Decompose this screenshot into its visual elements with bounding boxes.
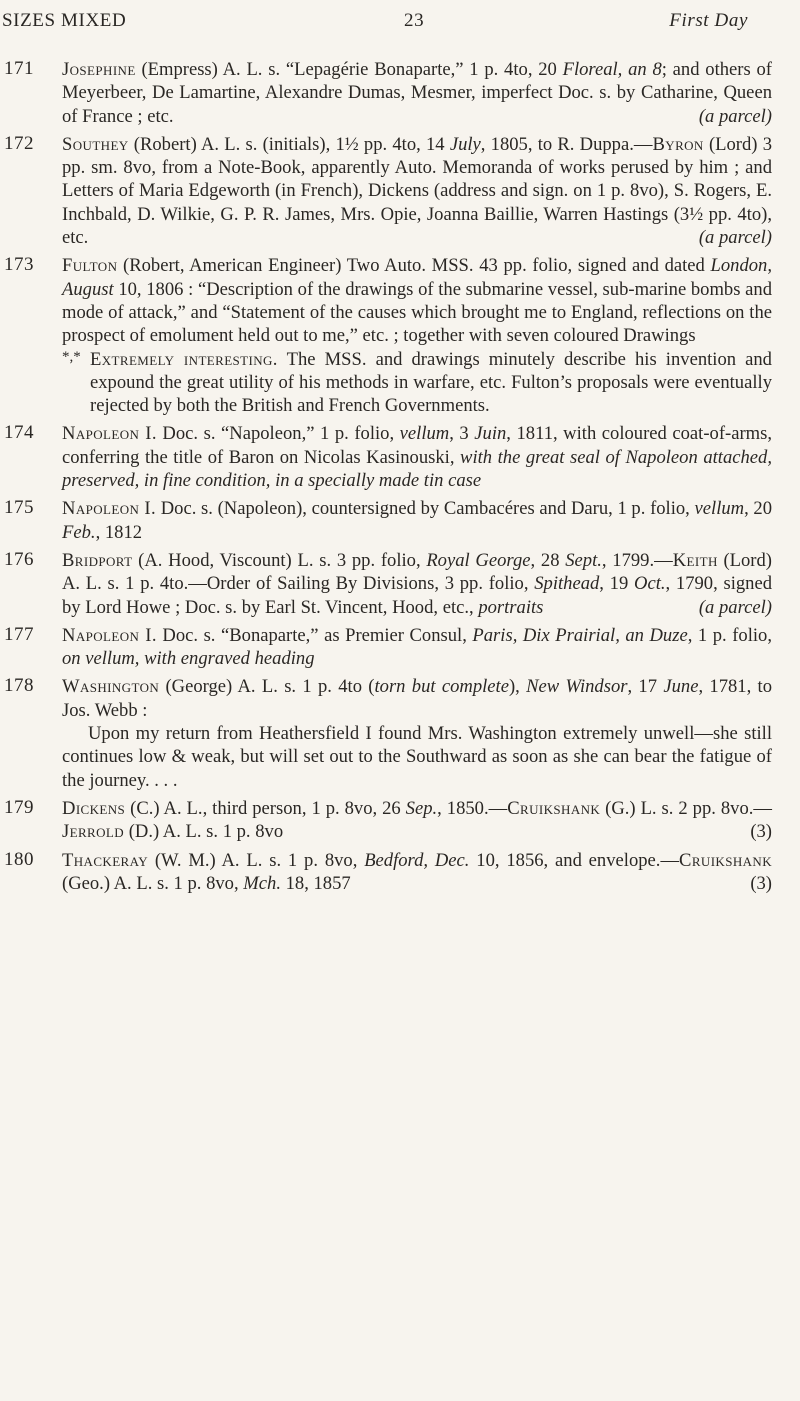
lot-italic: Feb.	[62, 521, 96, 543]
lot-italic: on vellum, with engraved heading	[62, 648, 315, 670]
lot-text: , 3	[449, 423, 475, 445]
lot-text: , 1805, to R. Duppa.—	[480, 133, 653, 155]
lot-author: Washington	[62, 676, 160, 698]
letter-quotation: Upon my return from Heathersfield I found Mrs. Washington extremely unwell—she still continues low & weak, but will set out to the Southward as soon as she can bear the fatigue of the journey. . . .	[62, 723, 772, 791]
lot-italic: Floreal, an 8	[562, 59, 662, 80]
lot-text: , 1812	[95, 521, 143, 543]
lot-entry	[0, 797, 800, 844]
note-text: The MSS. and drawings minutely describe his invention and expound the great utility of his methods in warfare, etc. Fulton’s proposals were eventually rejected by both the British and French Governments.	[90, 348, 772, 417]
lot-quantity-tag: (a parcel)	[698, 105, 772, 127]
lot-description	[62, 58, 772, 128]
lot-text: , 20	[744, 498, 773, 520]
lot-author: Thackeray	[62, 849, 148, 871]
lot-text: (G.) L. s. 2 pp. 8vo.—	[600, 797, 772, 819]
lot-description	[62, 675, 772, 791]
lot-description	[62, 549, 772, 619]
lot-text: (W. M.) A. L. s. 1 p. 8vo,	[148, 849, 365, 871]
page-number: 23	[404, 10, 425, 31]
lot-author: Napoleon I.	[62, 498, 157, 520]
lot-italic: vellum	[694, 498, 745, 520]
lot-text: (C.) A. L., third person, 1 p. 8vo, 26	[125, 797, 406, 819]
lot-note	[62, 348, 772, 418]
lot-quantity-tag: (3)	[750, 821, 772, 843]
lot-quantity-tag: (a parcel)	[698, 596, 772, 618]
lot-entry	[0, 624, 800, 671]
lot-text: Doc. s. “Napoleon,” 1 p. folio,	[156, 423, 400, 445]
lot-text: Doc. s. (Napoleon), countersigned by Cambacéres and Daru, 1 p. folio,	[156, 498, 695, 520]
lot-number: 174	[4, 422, 34, 444]
lot-italic: with the great seal of Napoleon attached, preserved, in fine condition, in a specially made tin case	[62, 446, 772, 492]
lot-author: Josephine	[62, 59, 136, 80]
lot-description	[62, 497, 772, 544]
lot-text: Doc. s. “Bonaparte,” as Premier Consul,	[156, 624, 473, 646]
lot-text: 10, 1806 : “Description of the drawings of the submarine vessel, sub-marine bombs and mode of attack,” and “Statement of the causes which brought me to England, reflections on the prospect of emolument held out to me,” etc. ; together with seven coloured Drawings	[62, 278, 772, 347]
lot-text: (Robert, American Engineer) Two Auto. MSS. 43 pp. folio, signed and dated	[117, 255, 711, 277]
lot-entry	[0, 133, 800, 249]
lot-italic: Juin	[474, 423, 507, 445]
lot-number: 173	[4, 254, 34, 276]
lot-italic: Sep.	[405, 797, 438, 819]
lot-author: Napoleon I.	[62, 624, 157, 646]
lot-author: Keith	[672, 549, 718, 571]
lot-entry	[0, 422, 800, 492]
lot-description	[62, 797, 772, 844]
lot-text: , 1799.—	[601, 549, 673, 571]
lot-entry	[0, 549, 800, 619]
lot-italic: Bedford, Dec.	[364, 849, 470, 871]
lot-text: (Geo.) A. L. s. 1 p. 8vo,	[62, 872, 244, 894]
lot-number: 177	[4, 623, 34, 645]
lot-description	[62, 849, 772, 896]
lot-text: , 1790, signed by Lord Howe ; Doc. s. by Earl St. Vincent, Hood, etc.,	[62, 573, 773, 618]
lot-entry	[0, 254, 800, 417]
lot-description	[62, 254, 772, 417]
lot-text: 18, 1857	[280, 872, 351, 894]
lot-description	[62, 624, 772, 671]
lot-entry	[0, 497, 800, 544]
lot-italic: London, August	[62, 255, 772, 300]
asterism-icon: *,*	[62, 348, 81, 365]
lot-text: , 1850.—	[437, 797, 508, 819]
lot-italic: Sept.	[565, 549, 602, 571]
lot-number: 171	[4, 58, 34, 79]
lot-author: Napoleon I.	[62, 423, 157, 445]
lot-author: Fulton	[62, 255, 118, 277]
lot-number: 172	[4, 132, 34, 154]
lot-text: (A. Hood, Viscount) L. s. 3 pp. folio,	[132, 549, 427, 571]
lot-italic: portraits	[478, 596, 544, 618]
lot-description	[62, 133, 772, 249]
lot-text: , 1811, with coloured coat-of-arms, conferring the title of Baron on Nicolas Kasinouski,	[62, 423, 773, 468]
note-heading: Extremely interesting.	[90, 348, 278, 370]
lot-italic: June	[663, 676, 699, 698]
lot-text: (D.) A. L. s. 1 p. 8vo	[124, 821, 284, 843]
lot-italic: Oct.	[634, 573, 666, 595]
lot-number: 176	[4, 548, 34, 570]
lot-text: (George) A. L. s. 1 p. 4to (	[159, 676, 375, 698]
lot-italic: New Windsor	[526, 676, 628, 698]
lot-entry	[0, 58, 800, 128]
lot-quantity-tag: (3)	[750, 872, 772, 894]
lot-entry	[0, 675, 800, 791]
lot-author: Jerrold	[62, 821, 125, 843]
lot-italic: torn but complete	[374, 676, 509, 698]
lot-text: (Lord) 3 pp. sm. 8vo, from a Note-Book, apparently Auto. Memoranda of works perused by him ; and Letters of Maria Edgeworth (in French), Dickens (address and sign. on 1 p. 8vo), S. Rogers, E. Inchbald, D. Wilkie, G. P. R. James, Mrs. Opie, Joanna Baillie, Warren Hastings (3½ pp. 4to), etc.	[62, 133, 772, 249]
lot-text: , 1781, to Jos. Webb :	[62, 676, 773, 721]
lot-text: ),	[508, 676, 527, 698]
lot-author: Dickens	[62, 797, 126, 819]
lot-description	[62, 422, 772, 492]
lot-entry	[0, 849, 800, 896]
lot-text: (Empress) A. L. s. “Lepagérie Bonaparte,” 1 p. 4to, 20	[135, 59, 563, 80]
lot-text: 10, 1856, and envelope.—	[469, 849, 680, 871]
lot-italic: July	[449, 133, 481, 155]
lot-italic: Spithead	[534, 573, 600, 595]
lot-text: , 28	[530, 549, 566, 571]
lot-text: , 19	[599, 573, 635, 595]
lot-author: Southey	[62, 133, 129, 155]
lot-number: 175	[4, 497, 34, 519]
lot-quantity-tag: (a parcel)	[698, 227, 772, 249]
lot-italic: vellum	[399, 423, 450, 445]
lot-author: Cruikshank	[507, 797, 601, 819]
header-left: SIZES MIXED	[2, 10, 127, 31]
lot-text: (Lord) A. L. s. 1 p. 4to.—Order of Sailing By Divisions, 3 pp. folio,	[62, 549, 772, 595]
lot-list	[0, 58, 800, 900]
lot-italic: Paris, Dix Prairial, an Duze	[472, 624, 688, 646]
lot-number: 180	[4, 848, 34, 870]
lot-text: (Robert) A. L. s. (initials), 1½ pp. 4to, 14	[128, 133, 450, 155]
lot-text: , 1 p. folio,	[687, 624, 772, 646]
lot-italic: Royal George	[426, 549, 531, 571]
lot-text: , 17	[627, 676, 664, 698]
lot-text: ; and others of Meyerbeer, De Lamartine, Alexandre Dumas, Mesmer, imperfect Doc. s. by Catharine, Queen of France ; etc.	[62, 59, 772, 127]
lot-author: Bridport	[62, 549, 133, 571]
running-header	[0, 10, 800, 40]
lot-italic: Mch.	[243, 872, 281, 894]
lot-author: Cruikshank	[679, 849, 773, 871]
lot-author: Byron	[652, 133, 704, 155]
lot-number: 179	[4, 796, 34, 818]
header-right: First Day	[669, 10, 748, 31]
lot-number: 178	[4, 675, 34, 697]
